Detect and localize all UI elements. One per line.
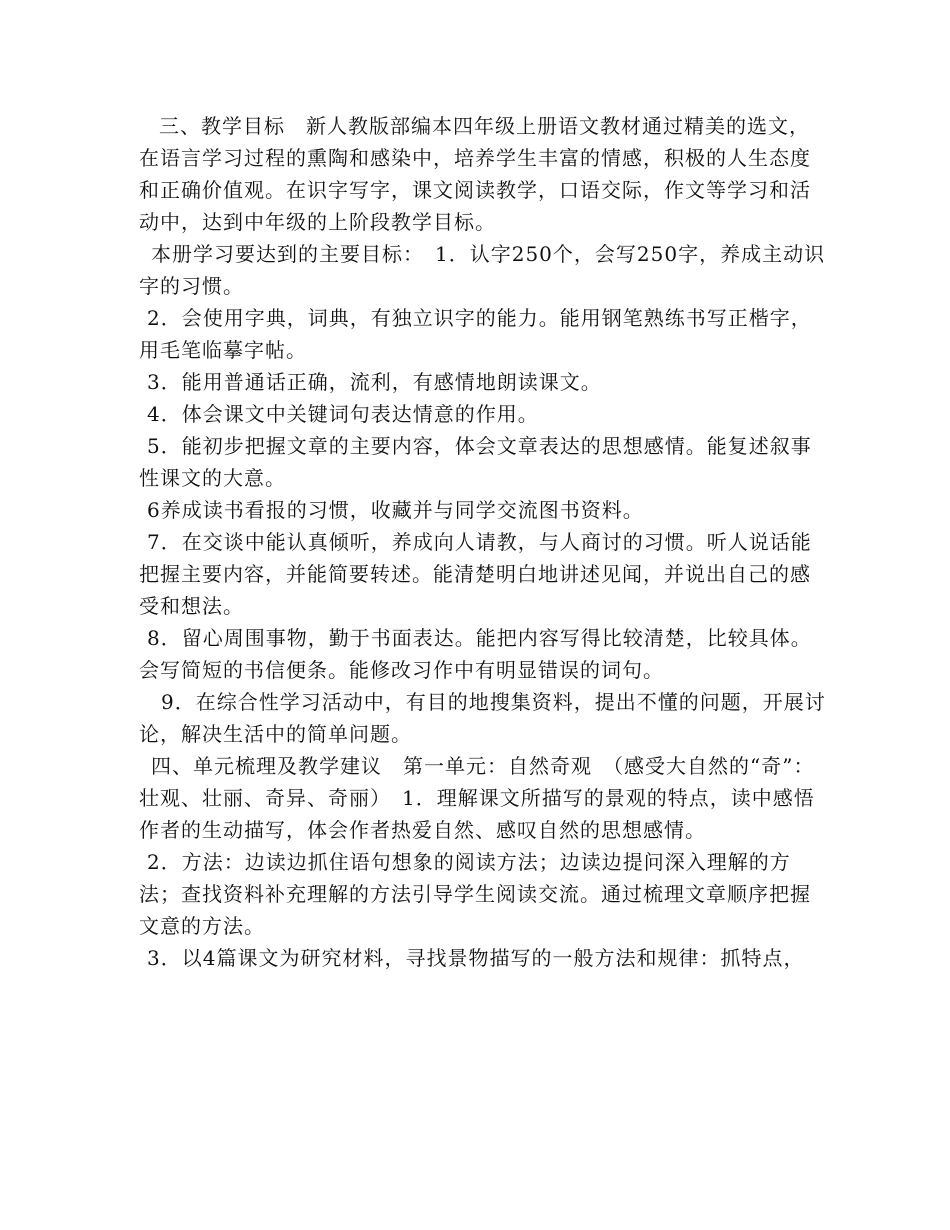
paragraph-teaching-goals: 三、教学目标 新人教版部编本四年级上册语文教材通过精美的选文，在语言学习过程的熏陶和感染中，培养学生丰富的情感，积极的人生态度和正确价值观。在识字写字，课文阅读教学，口语交际，作文等学习和活动中，达到中年级的上阶段教学目标。 — [139, 114, 811, 234]
paragraph-method: 2．方法：边读边抓住语句想象的阅读方法；边读边提问深入理解的方法；查找资料补充理解的方法引导学生阅读交流。通过梳理文章顺序把握文意的方法。 — [139, 850, 811, 938]
paragraph-goal-7: 7．在交谈中能认真倾听，养成向人请教，与人商讨的习惯。听人说话能把握主要内容，并能简要转述。能清楚明白地讲述见闻，并说出自己的感受和想法。 — [139, 530, 812, 618]
paragraph-goal-5: 5．能初步把握文章的主要内容，体会文章表达的思想感情。能复述叙事性课文的大意。 — [139, 434, 812, 490]
paragraph-goal-8: 8．留心周围事物，勤于书面表达。能把内容写得比较清楚，比较具体。会写简短的书信便条。能修改习作中有明显错误的词句。 — [139, 626, 812, 682]
paragraph-main-goals-intro: 本册学习要达到的主要目标： 1．认字250个，会写250字，养成主动识字的习惯。 — [139, 242, 826, 298]
paragraph-unit-review: 四、单元梳理及教学建议 第一单元：自然奇观 （感受大自然的“奇”：壮观、壮丽、奇异、奇丽） 1．理解课文所描写的景观的特点，读中感悟作者的生动描写，体会作者热爱自然、感叹自然的思想感情。 — [139, 754, 815, 842]
paragraph-goal-6: 6养成读书看报的习惯，收藏并与同学交流图书资料。 — [147, 498, 644, 522]
paragraph-goal-2: 2．会使用字典，词典，有独立识字的能力。能用钢笔熟练书写正楷字，用毛笔临摹字帖。 — [139, 306, 812, 362]
document-body — [139, 110, 829, 974]
paragraph-study-material: 3．以4篇课文为研究材料，寻找景物描写的一般方法和规律：抓特点， — [147, 946, 805, 970]
paragraph-goal-4: 4．体会课文中关键词句表达情意的作用。 — [147, 402, 539, 426]
paragraph-goal-9: 9．在综合性学习活动中，有目的地搜集资料，提出不懂的问题，开展讨论，解决生活中的简单问题。 — [139, 690, 826, 746]
paragraph-goal-3: 3．能用普通话正确，流利，有感情地朗读课文。 — [147, 370, 602, 394]
